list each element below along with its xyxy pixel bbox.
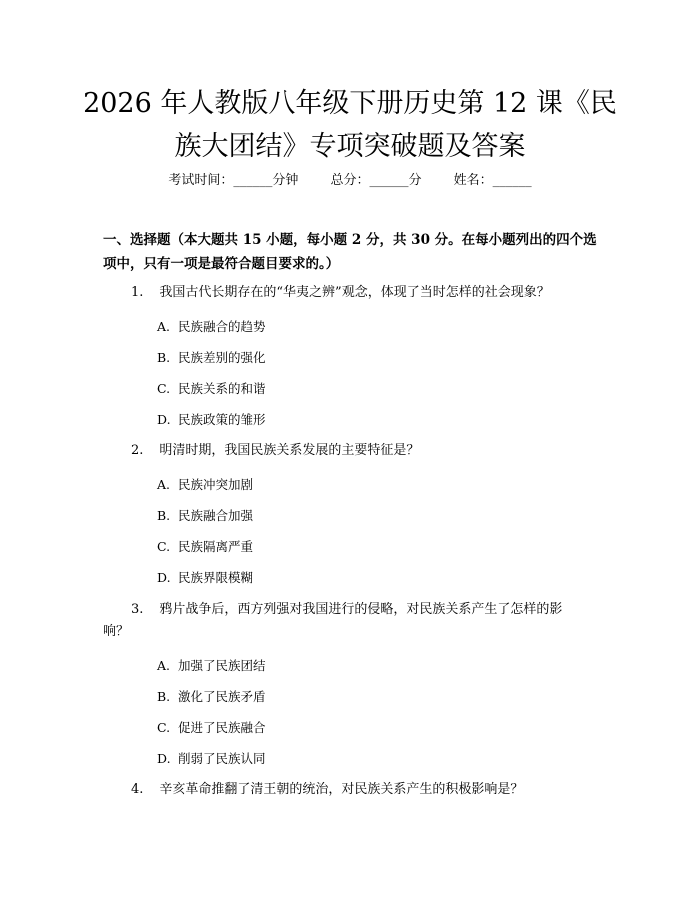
question-text: 辛亥革命推翻了清王朝的统治，对民族关系产生的积极影响是？ xyxy=(159,782,524,797)
question-1 xyxy=(131,282,550,304)
document-title xyxy=(60,82,640,168)
option-3d: D. 削弱了民族认同 xyxy=(157,751,266,766)
question-number: 4. xyxy=(131,782,144,797)
question-4 xyxy=(131,779,523,801)
question-number: 2. xyxy=(131,443,144,458)
option-3a: A. 加强了民族团结 xyxy=(157,658,266,673)
title-line-1: 2026 年人教版八年级下册历史第 12 课《民 xyxy=(83,88,617,119)
exam-meta xyxy=(0,169,700,188)
option-2a: A. 民族冲突加剧 xyxy=(157,477,254,492)
question-2 xyxy=(131,440,419,462)
option-1c: C. 民族关系的和谐 xyxy=(157,381,266,396)
question-number: 1. xyxy=(131,285,144,300)
option-1a: A. 民族融合的趋势 xyxy=(157,319,266,334)
question-3-continuation: 响？ xyxy=(103,624,130,639)
section-heading: 一、选择题（本大题共 15 小题，每小题 2 分，共 30 分。在每小题列出的四个选项中，只有一项是最符合题目要求的。） xyxy=(103,232,597,272)
option-3c: C. 促进了民族融合 xyxy=(157,720,266,735)
option-1d: D. 民族政策的雏形 xyxy=(157,412,266,427)
question-text: 明清时期，我国民族关系发展的主要特征是？ xyxy=(159,443,420,458)
question-number: 3. xyxy=(131,602,144,617)
option-2b: B. 民族融合加强 xyxy=(157,508,254,523)
question-text-line-1: 鸦片战争后，西方列强对我国进行的侵略，对民族关系产生了怎样的影 xyxy=(159,602,563,617)
total-score: 总分：______分 xyxy=(330,173,422,188)
exam-time: 考试时间：______分钟 xyxy=(168,173,299,188)
option-2c: C. 民族隔离严重 xyxy=(157,539,254,554)
question-3 xyxy=(131,599,562,621)
option-3b: B. 激化了民族矛盾 xyxy=(157,689,266,704)
option-1b: B. 民族差别的强化 xyxy=(157,350,266,365)
question-text: 我国古代长期存在的“华夷之辨”观念，体现了当时怎样的社会现象？ xyxy=(159,285,550,300)
option-2d: D. 民族界限模糊 xyxy=(157,570,254,585)
student-name: 姓名：______ xyxy=(453,173,532,188)
title-line-2: 族大团结》专项突破题及答案 xyxy=(174,131,526,162)
